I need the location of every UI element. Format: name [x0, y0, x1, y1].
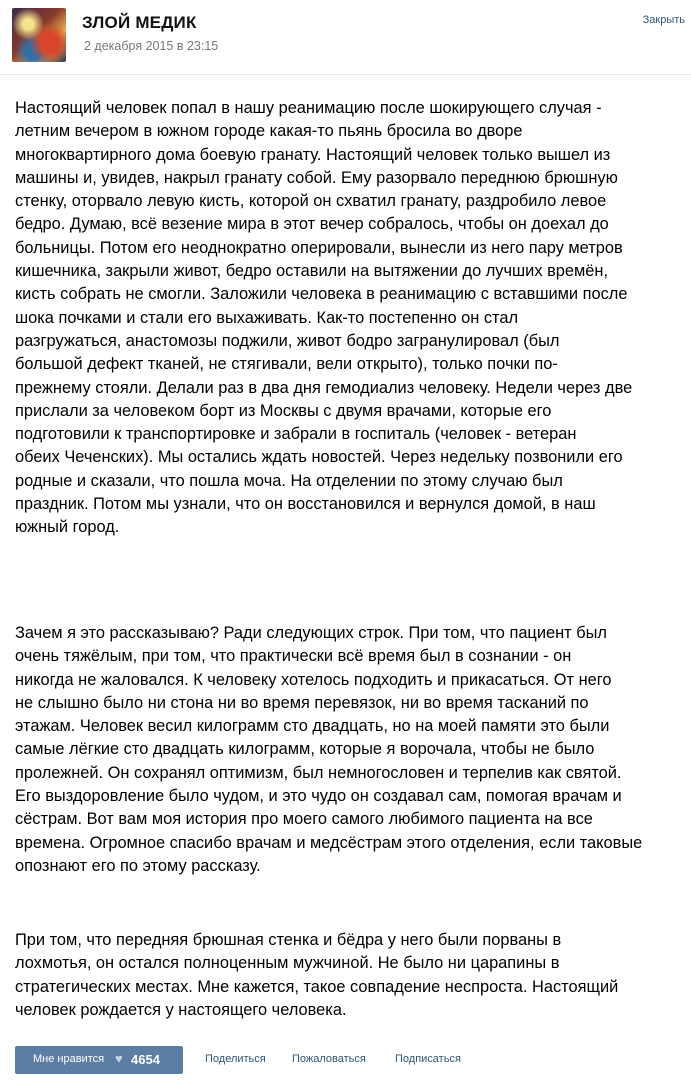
- post-actions: [15, 1046, 675, 1074]
- author-name[interactable]: ЗЛОЙ МЕДИК: [82, 13, 197, 32]
- report-link[interactable]: Пожаловаться: [292, 1053, 366, 1065]
- post-paragraph-1: Настоящий человек попал в нашу реанимацию после шокирующего случая - летним вечером в южном городе какая-то пьянь бросила во дворе многоквартирного дома боевую гранату. Настоящий человек только вышел из машины и, увидев, накрыл гранату собой. Ему разорвало переднюю брюшную стенку, оторвало левую кисть, которой он схватил гранату, раздробило левое бедро. Думаю, всё везение мира в этот вечер собралось, чтобы он доехал до больницы. Потом его неоднократно оперировали, вынесли из него пару метров кишечника, закрыли живот, бедро оставили на вытяжении до лучших времён, кисть собрать не смогли. Заложили человека в реанимацию с вставшими после шока почками и стали его выхаживать. Как-то постепенно он стал разгружаться, анастомозы поджили, живот бодро загранулировал (был большой дефект тканей, не стягивали, вели открыто), только почки по- прежнему стояли. Делали раз в два дня гемодиализ человеку. Недели через две прислали за человеком борт из Москвы с двумя врачами, которые его подготовили к транспортировке и забрали в госпиталь (человек - ветеран обеих Чеченских). Мы остались ждать новостей. Через недельку позвонили его родные и сказали, что пошла моча. На отделении по этому случаю был праздник. Потом мы узнали, что он восстановился и вернулся домой, в наш южный город.: [15, 99, 633, 537]
- post-date[interactable]: 2 декабря 2015 в 23:15: [84, 39, 219, 53]
- close-button[interactable]: Закрыть: [642, 14, 685, 26]
- avatar[interactable]: [12, 8, 66, 62]
- like-button[interactable]: [15, 1046, 183, 1074]
- post-header: [0, 0, 691, 75]
- like-count: 4654: [131, 1052, 160, 1067]
- subscribe-link[interactable]: Подписаться: [395, 1053, 461, 1065]
- post-paragraph-3: При том, что передняя брюшная стенка и бёдра у него были порваны в лохмотья, он остался полноценным мужчиной. Не было ни царапины в стратегических местах. Мне кажется, такое совпадение неспроста. Настоящий человек рождается у настоящего человека.: [15, 931, 619, 1019]
- post-paragraph-2: Зачем я это рассказываю? Ради следующих строк. При том, что пациент был очень тяжёлым, при том, что практически всё время был в сознании - он никогда не жаловался. К человеку хотелось подходить и прикасаться. От него не слышно было ни стона ни во время перевязок, ни во время тасканий по этажам. Человек весил килограмм сто двадцать, но на моей памяти это были самые лёгкие сто двадцать килограмм, которые я ворочала, чтобы не было пролежней. Он сохранял оптимизм, был немногословен и терпелив как святой. Его выздоровление было чудом, и это чудо он создавал сам, помогая врачам и сёстрам. Вот вам моя история про моего самого любимого пациента на все времена. Огромное спасибо врачам и медсёстрам этого отделения, если таковые опознают его по этому рассказу.: [15, 624, 643, 875]
- heart-icon: ♥: [115, 1051, 123, 1066]
- share-link[interactable]: Поделиться: [205, 1053, 266, 1065]
- like-label: Мне нравится: [33, 1053, 105, 1065]
